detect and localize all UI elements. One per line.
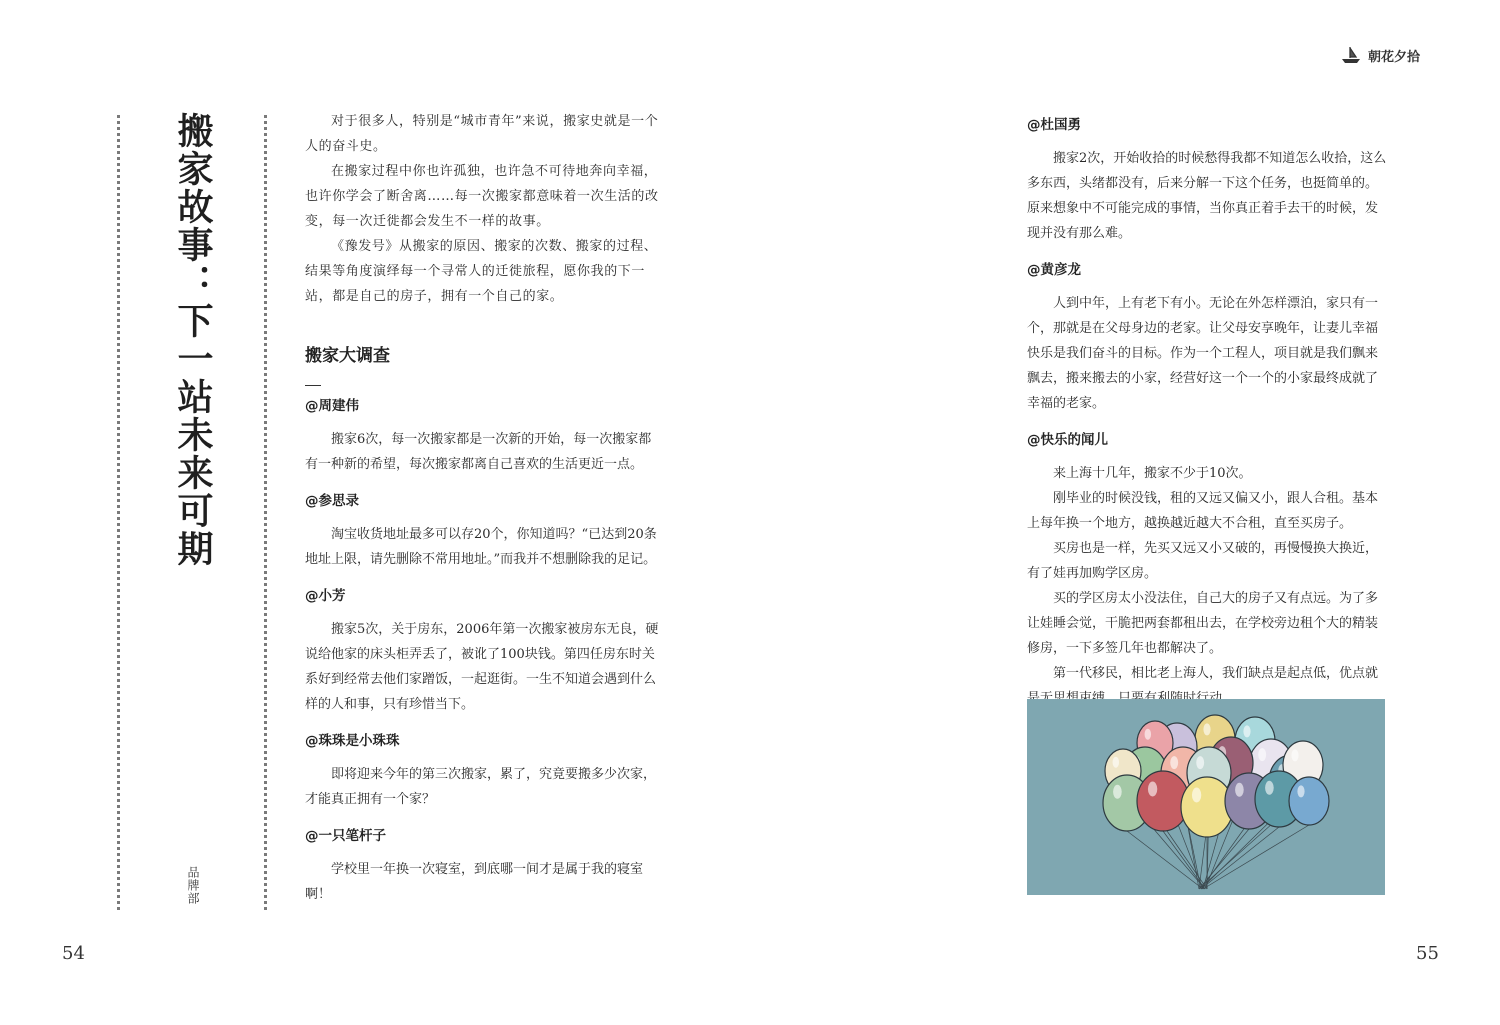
survey-entry bbox=[305, 584, 661, 717]
entry-text: 买房也是一样，先买又远又小又破的，再慢慢换大换近，有了娃再加购学区房。 bbox=[1027, 541, 1379, 581]
brand-name: 朝花夕拾 bbox=[1367, 49, 1420, 65]
balloons-svg bbox=[1027, 699, 1385, 895]
balloon bbox=[1289, 777, 1329, 825]
entry-text: 刚毕业的时候没钱，租的又远又偏又小，跟人合租。基本上每年换一个地方，越换越近越大不合租，直至买房子。 bbox=[1027, 491, 1379, 531]
entry-text: 来上海十几年，搬家不少于10次。 bbox=[1053, 466, 1252, 481]
user-handle: @快乐的闻儿 bbox=[1027, 432, 1108, 448]
left-dotted-rule bbox=[117, 115, 120, 910]
page-number-right: 55 bbox=[1416, 943, 1439, 964]
survey-entry bbox=[1027, 113, 1387, 246]
user-handle: @珠珠是小珠珠 bbox=[305, 733, 400, 749]
intro-paragraph: 《豫发号》从搬家的原因、搬家的次数、搬家的过程、结果等角度演绎每一个寻常人的迁徙旅程，愿你我的下一站，都是自己的房子，拥有一个自己的家。 bbox=[305, 239, 658, 304]
user-handle: @黄彦龙 bbox=[1027, 262, 1081, 278]
running-header bbox=[1340, 44, 1420, 66]
entry-text: 学校里一年换一次寝室，到底哪一间才是属于我的寝室啊！ bbox=[305, 862, 644, 902]
intro-paragraph: 在搬家过程中你也许孤独，也许急不可待地奔向幸福，也许你学会了断舍离……每一次搬家都意味着一次生活的改变，每一次迁徙都会发生不一样的故事。 bbox=[305, 164, 659, 229]
entry-text: 搬家2次，开始收拾的时候愁得我都不知道怎么收拾，这么多东西，头绪都没有，后来分解一下这个任务，也挺简单的。原来想象中不可能完成的事情，当你真正着手去干的时候，发现并没有那么难。 bbox=[1027, 151, 1387, 241]
user-handle: @杜国勇 bbox=[1027, 117, 1081, 133]
entry-text: 搬家5次，关于房东，2006年第一次搬家被房东无良，硬说给他家的床头柜弄丢了，被讹了100块钱。第四任房东时关系好到经常去他们家蹭饭，一起逛街。一生不知道会遇到什么样的人和事，只有珍惜当下。 bbox=[305, 622, 659, 712]
left-column bbox=[305, 109, 661, 907]
entry-text: 搬家6次，每一次搬家都是一次新的开始，每一次搬家都有一种新的希望，每次搬家都离自己喜欢的生活更近一点。 bbox=[305, 432, 652, 472]
intro bbox=[305, 109, 661, 309]
survey-entry bbox=[305, 729, 661, 812]
article-title: 搬家故事：下一站未来可期 bbox=[172, 112, 214, 568]
survey-entry bbox=[1027, 428, 1387, 711]
department-credit: 品牌部 bbox=[186, 866, 200, 905]
user-handle: @小芳 bbox=[305, 588, 346, 604]
survey-entry bbox=[305, 824, 661, 907]
survey-entry bbox=[305, 394, 661, 477]
boat-icon bbox=[1340, 45, 1362, 65]
user-handle: @参思录 bbox=[305, 493, 359, 509]
intro-paragraph: 对于很多人，特别是“城市青年”来说，搬家史就是一个人的奋斗史。 bbox=[305, 114, 659, 154]
balloons-illustration bbox=[1027, 699, 1385, 895]
entry-text: 买的学区房太小没法住，自己大的房子又有点远。为了多让娃睡会觉，干脆把两套都租出去，在学校旁边租个大的精装修房，一下多签几年也都解决了。 bbox=[1027, 591, 1379, 656]
entry-text: 第一代移民，相比老上海人，我们缺点是起点低，优点就 bbox=[1053, 666, 1379, 681]
survey-entry bbox=[1027, 258, 1387, 416]
section-dash bbox=[305, 385, 321, 386]
page-number-left: 54 bbox=[62, 943, 85, 964]
right-column bbox=[1027, 113, 1387, 711]
survey-entry bbox=[305, 489, 661, 572]
entry-text: 即将迎来今年的第三次搬家，累了，究竟要搬多少次家，才能真正拥有一个家？ bbox=[305, 767, 657, 807]
balloon-string bbox=[1199, 829, 1249, 889]
section-heading: 搬家大调查 bbox=[305, 346, 390, 366]
user-handle: @周建伟 bbox=[305, 398, 359, 414]
right-dotted-rule bbox=[264, 115, 267, 910]
entry-text: 人到中年，上有老下有小。无论在外怎样漂泊，家只有一个，那就是在父母身边的老家。让父母安享晚年，让妻儿幸福快乐是我们奋斗的目标。作为一个工程人，项目就是我们飘来飘去，搬来搬去的小家，经营好这一个一个的小家最终成就了幸福的老家。 bbox=[1027, 296, 1379, 411]
entry-text: 淘宝收货地址最多可以存20个，你知道吗？“已达到20条地址上限，请先删除不常用地址。”而我并不想删除我的足记。 bbox=[305, 527, 657, 567]
left-entries bbox=[305, 394, 661, 907]
user-handle: @一只笔杆子 bbox=[305, 828, 386, 844]
